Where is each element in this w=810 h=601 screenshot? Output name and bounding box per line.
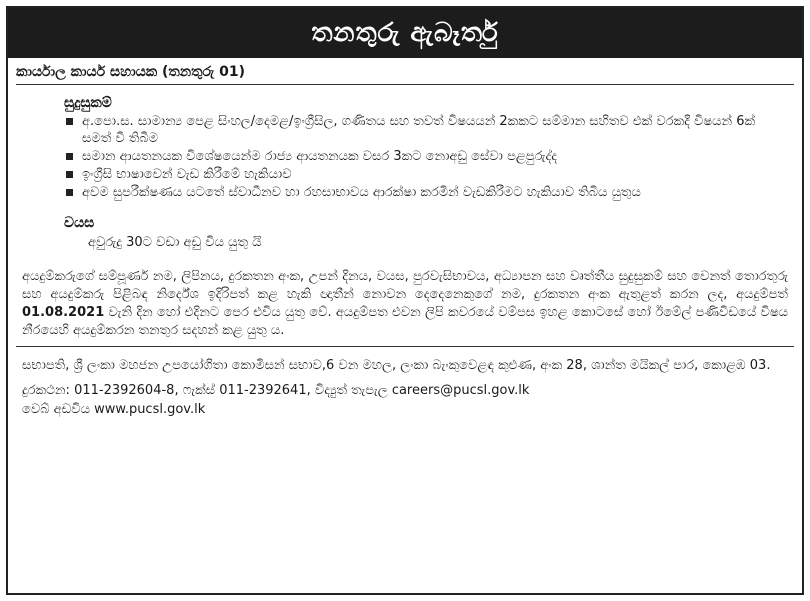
square-bullet-icon <box>66 171 73 178</box>
email-label: විද්‍යුත් තැපැල <box>314 383 388 398</box>
qualifications-heading: සුදුසුකම් <box>64 95 112 111</box>
web-label: වෙබ් අඩවිය <box>22 402 90 417</box>
website-url: www.pucsl.gov.lk <box>94 402 206 417</box>
phone-number: 011-2392604-8 <box>74 383 175 398</box>
qualification-text: ඉංග්‍රීසි භාෂාවෙන් වැඩ කිරීමේ හැකියාව <box>82 167 292 182</box>
age-requirement: අවුරුදු 30ට වඩා අඩු විය යුතු යි <box>88 235 262 250</box>
qualification-text: අවම සුපරීක්ෂණය යටතේ ස්වාධීනව හා රහසාභාවය ආරක්ෂා කරමින් වැඩකිරීමට හැකියාව තිබිය යුතුය <box>82 185 641 200</box>
postal-address: සභාපති, ශ්‍රී ලංකා මහජන උපයෝගිතා කොමිසන් සභාව,6 වන මහල, ලංකා බැංකුවෙළඳ කුළුණ, අංක 28, ශාන්ත මයිකල් පාර, කොළඹ 03. <box>22 358 771 373</box>
list-item <box>64 184 784 201</box>
qualification-text: අ.පො.ස. සාමාන්‍ය පෙළ සිංහල/දෙමළ/ඉංග්‍රීසිල, ගණිතය සහ තවත් විෂයයන් 2කකට සම්මාන සහිතව එක් වරකදී විෂයන් 6ක් සමත් වී තිබීම <box>82 114 756 146</box>
contact-line-web <box>22 400 788 419</box>
email-address: careers@pucsl.gov.lk <box>391 383 530 398</box>
post-title: කාර්යාල කාර්ය සහායක (තනතුරු 01) <box>16 64 794 85</box>
banner-title-text: තනතුරු ඇබෑර්තු <box>311 17 499 48</box>
application-instructions <box>22 268 788 340</box>
list-item <box>64 148 784 165</box>
application-text-after: වැනි දින හෝ එදිනට පෙර එවිය යුතු වේ. අයදුම්පත එවන ලිපි කවරයේ වම්පස ඉහළ කොටසේ හෝ ඊමේල් පණිවිඩයේ විෂය නීරයෙහි අයදුම්කරන තනතුර සදහන් කළ යුතු ය. <box>22 305 788 338</box>
list-item <box>64 113 784 147</box>
qualification-text: සමාන ආයතනයක විශේෂයෙන්ම රාජ්‍ය ආයතනයක වසර 3කට නොඅඩු සේවා පළපුරුද්ද <box>82 149 558 164</box>
fax-label: ෆැක්ස් <box>182 383 216 398</box>
square-bullet-icon <box>66 153 73 160</box>
phone-label: දුරකථන: <box>22 383 70 398</box>
fax-number: 011-2392641 <box>219 383 307 398</box>
application-deadline: 01.08.2021 <box>22 305 105 320</box>
application-text-before: අයදුම්කරුගේ සම්පූර්ණ නම, ලිපිනය, දුරකතන අංක, උපන් දිනය, වයස, පුරවැසිභාවය, අධ්‍යාපන සහ වෘත්තීය සුදුසුකම් සහ වෙනත් තොරතුරු සහ අයදුම්කරු පිළිබඳ නිර්දේශ ඉදිරිපත් කළ හැකි ඥාතීන් නොවන දෙදෙනෙකුගේ නම, දුරකතන අංක ඇතුළත් කරන ලද, අයදුම්පත් <box>22 269 788 302</box>
qualifications-section <box>64 95 784 250</box>
age-heading: වයස <box>64 215 95 231</box>
square-bullet-icon <box>66 189 73 196</box>
list-item <box>64 166 784 183</box>
advertisement-frame <box>6 6 804 595</box>
contact-details <box>22 381 788 419</box>
square-bullet-icon <box>66 118 73 125</box>
qualifications-list <box>64 113 784 201</box>
divider <box>16 346 794 347</box>
contact-line-phone: දුරකථන: 011-2392604-8, ෆැක්ස් 011-2392641, විද්‍යුත් තැපැල careers@pucsl.gov.lk <box>22 383 530 398</box>
banner-title <box>8 8 802 58</box>
